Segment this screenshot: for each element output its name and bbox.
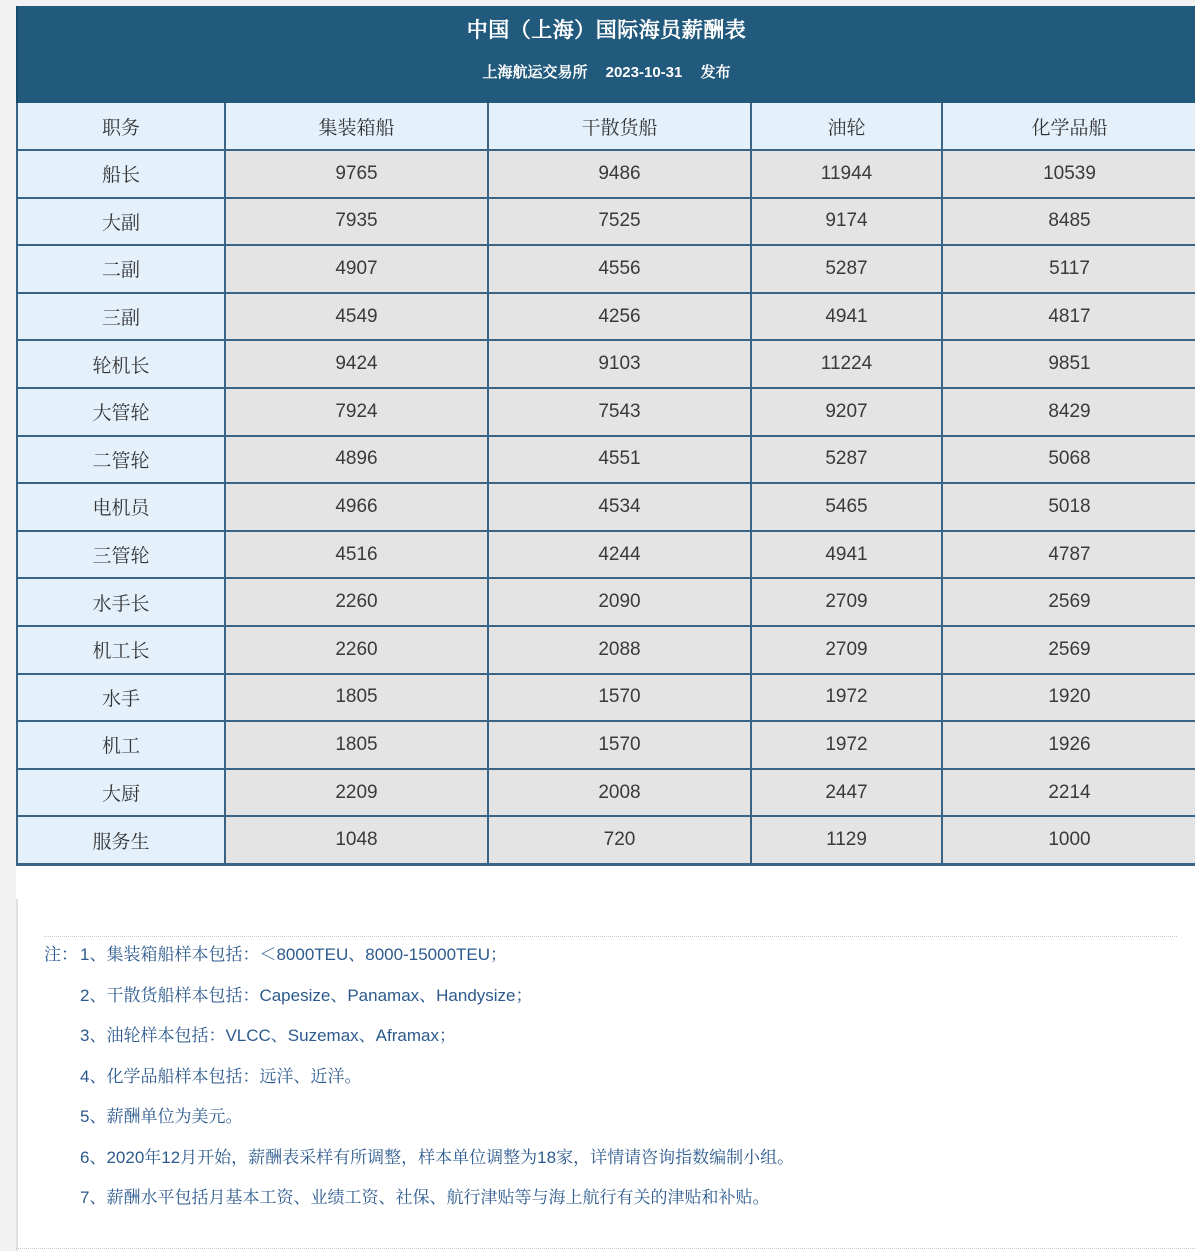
table-row bbox=[17, 816, 1195, 864]
role-cell: 三副 bbox=[17, 293, 225, 341]
column-header-ship-type: 干散货船 bbox=[488, 103, 751, 150]
note-item bbox=[44, 1066, 361, 1088]
column-header-ship-type: 集装箱船 bbox=[225, 103, 488, 150]
role-cell: 二副 bbox=[17, 245, 225, 293]
note-text: 5、薪酬单位为美元。 bbox=[80, 1107, 243, 1126]
salary-value-cell: 1972 bbox=[751, 674, 942, 722]
salary-value-cell: 4787 bbox=[942, 531, 1195, 579]
salary-value-cell: 1570 bbox=[488, 721, 751, 769]
table-row bbox=[17, 388, 1195, 436]
salary-value-cell: 9851 bbox=[942, 340, 1195, 388]
table-row bbox=[17, 483, 1195, 531]
salary-value-cell: 4549 bbox=[225, 293, 488, 341]
salary-page bbox=[16, 6, 1195, 1251]
salary-value-cell: 2214 bbox=[942, 769, 1195, 817]
note-text: 2、干散货船样本包括：Capesize、Panamax、Handysize； bbox=[80, 986, 533, 1005]
salary-value-cell: 5117 bbox=[942, 245, 1195, 293]
role-cell: 机工长 bbox=[17, 626, 225, 674]
salary-value-cell: 1805 bbox=[225, 721, 488, 769]
table-row bbox=[17, 150, 1195, 198]
salary-value-cell: 2569 bbox=[942, 626, 1195, 674]
role-cell: 大厨 bbox=[17, 769, 225, 817]
salary-value-cell: 1972 bbox=[751, 721, 942, 769]
salary-value-cell: 5287 bbox=[751, 436, 942, 484]
salary-value-cell: 7935 bbox=[225, 198, 488, 246]
salary-value-cell: 1048 bbox=[225, 816, 488, 864]
salary-value-cell: 2260 bbox=[225, 626, 488, 674]
table-row bbox=[17, 436, 1195, 484]
salary-value-cell: 2008 bbox=[488, 769, 751, 817]
table-row bbox=[17, 721, 1195, 769]
salary-value-cell: 9486 bbox=[488, 150, 751, 198]
salary-value-cell: 2088 bbox=[488, 626, 751, 674]
salary-value-cell: 1570 bbox=[488, 674, 751, 722]
salary-value-cell: 1000 bbox=[942, 816, 1195, 864]
salary-value-cell: 2709 bbox=[751, 626, 942, 674]
salary-value-cell: 4817 bbox=[942, 293, 1195, 341]
publisher-name: 上海航运交易所 bbox=[482, 64, 588, 81]
salary-value-cell: 5068 bbox=[942, 436, 1195, 484]
salary-value-cell: 2260 bbox=[225, 578, 488, 626]
table-row bbox=[17, 531, 1195, 579]
page-title: 中国（上海）国际海员薪酬表 bbox=[466, 19, 747, 42]
note-item bbox=[44, 1187, 769, 1209]
table-row bbox=[17, 245, 1195, 293]
table-row bbox=[17, 769, 1195, 817]
salary-value-cell: 9424 bbox=[225, 340, 488, 388]
table-row bbox=[17, 293, 1195, 341]
salary-value-cell: 4941 bbox=[751, 531, 942, 579]
table-header-row bbox=[17, 103, 1195, 150]
salary-value-cell: 7525 bbox=[488, 198, 751, 246]
note-item bbox=[44, 1147, 794, 1169]
salary-value-cell: 5465 bbox=[751, 483, 942, 531]
note-text: 6、2020年12月开始，薪酬表采样有所调整，样本单位调整为18家，详情请咨询指数编制小组。 bbox=[80, 1148, 795, 1167]
salary-value-cell: 2709 bbox=[751, 578, 942, 626]
role-cell: 水手长 bbox=[17, 578, 225, 626]
salary-value-cell: 2447 bbox=[751, 769, 942, 817]
note-text: 7、薪酬水平包括月基本工资、业绩工资、社保、航行津贴等与海上航行有关的津贴和补贴。 bbox=[80, 1188, 770, 1207]
salary-value-cell: 7543 bbox=[488, 388, 751, 436]
salary-value-cell: 4907 bbox=[225, 245, 488, 293]
salary-value-cell: 11224 bbox=[751, 340, 942, 388]
notes-divider bbox=[44, 936, 1177, 937]
published-label: 发布 bbox=[700, 64, 731, 81]
role-cell: 机工 bbox=[17, 721, 225, 769]
salary-value-cell: 4551 bbox=[488, 436, 751, 484]
salary-table bbox=[16, 103, 1195, 866]
note-item bbox=[44, 1025, 456, 1047]
salary-value-cell: 9103 bbox=[488, 340, 751, 388]
role-cell: 水手 bbox=[17, 674, 225, 722]
note-text: 3、油轮样本包括：VLCC、Suzemax、Aframax； bbox=[80, 1026, 456, 1045]
table-row bbox=[17, 578, 1195, 626]
salary-value-cell: 8485 bbox=[942, 198, 1195, 246]
bottom-divider bbox=[16, 1248, 1195, 1249]
salary-value-cell: 2569 bbox=[942, 578, 1195, 626]
salary-value-cell: 4516 bbox=[225, 531, 488, 579]
column-header-ship-type: 化学品船 bbox=[942, 103, 1195, 150]
salary-value-cell: 11944 bbox=[751, 150, 942, 198]
role-cell: 大管轮 bbox=[17, 388, 225, 436]
salary-value-cell: 9174 bbox=[751, 198, 942, 246]
salary-value-cell: 4256 bbox=[488, 293, 751, 341]
column-header-role: 职务 bbox=[17, 103, 225, 150]
table-row bbox=[17, 626, 1195, 674]
salary-value-cell: 10539 bbox=[942, 150, 1195, 198]
salary-value-cell: 1926 bbox=[942, 721, 1195, 769]
salary-value-cell: 5018 bbox=[942, 483, 1195, 531]
role-cell: 二管轮 bbox=[17, 436, 225, 484]
table-row bbox=[17, 674, 1195, 722]
salary-value-cell: 7924 bbox=[225, 388, 488, 436]
role-cell: 船长 bbox=[17, 150, 225, 198]
table-row bbox=[17, 340, 1195, 388]
salary-value-cell: 9207 bbox=[751, 388, 942, 436]
salary-value-cell: 8429 bbox=[942, 388, 1195, 436]
note-item bbox=[44, 944, 507, 966]
salary-value-cell: 720 bbox=[488, 816, 751, 864]
salary-value-cell: 1805 bbox=[225, 674, 488, 722]
role-cell: 电机员 bbox=[17, 483, 225, 531]
note-prefix: 注： bbox=[44, 945, 78, 964]
salary-value-cell: 1920 bbox=[942, 674, 1195, 722]
salary-value-cell: 4244 bbox=[488, 531, 751, 579]
salary-value-cell: 9765 bbox=[225, 150, 488, 198]
note-item bbox=[44, 1106, 242, 1128]
column-header-ship-type: 油轮 bbox=[751, 103, 942, 150]
table-header bbox=[16, 6, 1195, 103]
note-text: 1、集装箱船样本包括：＜8000TEU、8000-15000TEU； bbox=[80, 945, 508, 964]
role-cell: 大副 bbox=[17, 198, 225, 246]
salary-value-cell: 2209 bbox=[225, 769, 488, 817]
salary-value-cell: 4556 bbox=[488, 245, 751, 293]
salary-value-cell: 2090 bbox=[488, 578, 751, 626]
notes-section bbox=[16, 899, 1195, 1251]
role-cell: 轮机长 bbox=[17, 340, 225, 388]
role-cell: 三管轮 bbox=[17, 531, 225, 579]
publication-line bbox=[18, 63, 1195, 83]
note-item bbox=[44, 985, 533, 1007]
salary-value-cell: 5287 bbox=[751, 245, 942, 293]
role-cell: 服务生 bbox=[17, 816, 225, 864]
table-row bbox=[17, 198, 1195, 246]
salary-value-cell: 4966 bbox=[225, 483, 488, 531]
salary-value-cell: 4896 bbox=[225, 436, 488, 484]
salary-value-cell: 4534 bbox=[488, 483, 751, 531]
salary-value-cell: 4941 bbox=[751, 293, 942, 341]
salary-value-cell: 1129 bbox=[751, 816, 942, 864]
publish-date: 2023-10-31 bbox=[605, 64, 683, 81]
note-text: 4、化学品船样本包括：远洋、近洋。 bbox=[80, 1067, 362, 1086]
